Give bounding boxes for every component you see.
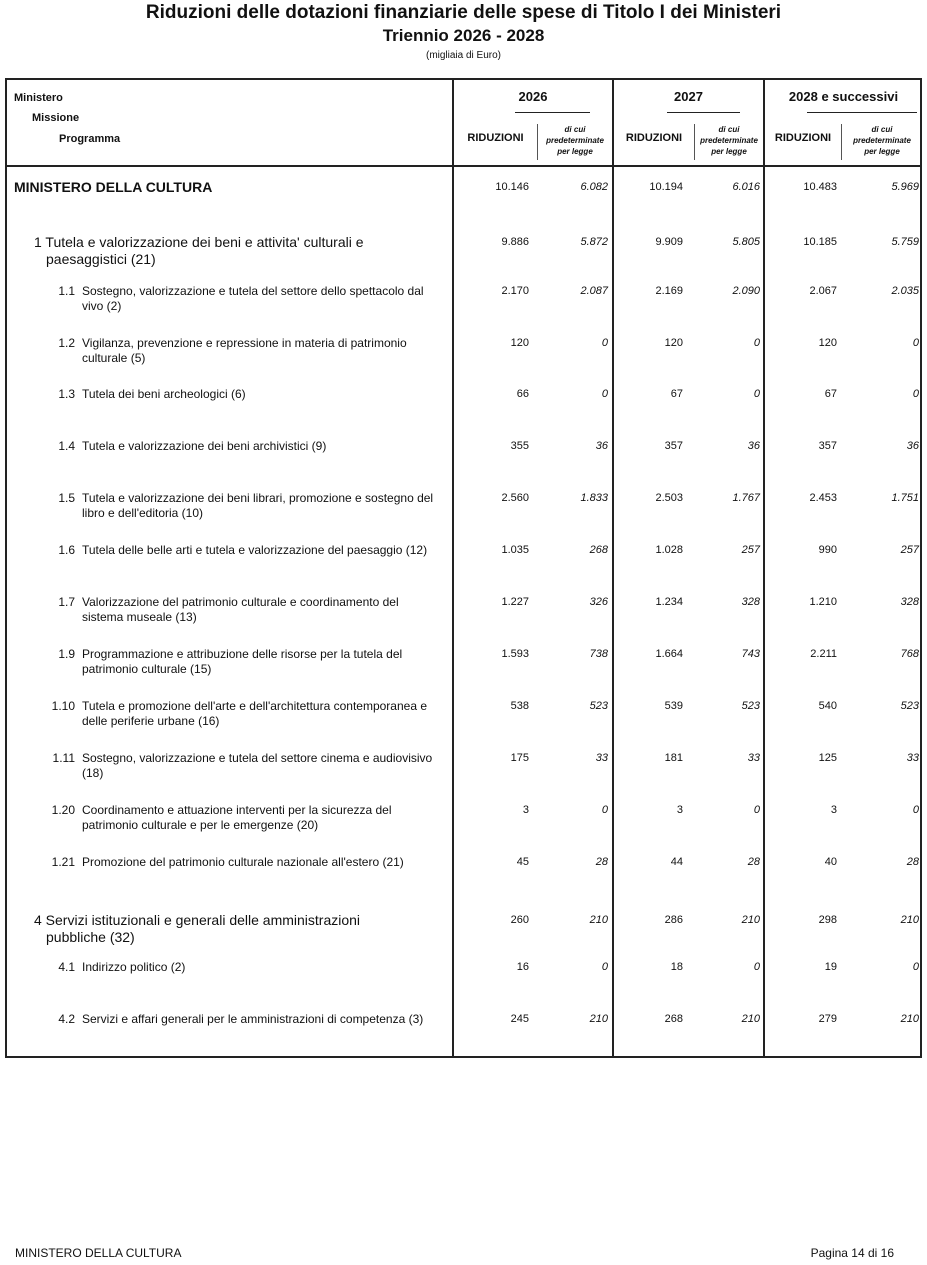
- table-cell: 0: [912, 388, 919, 400]
- table-cell: 10.146: [495, 181, 529, 193]
- dicui-line: predeterminate: [546, 136, 604, 145]
- programma-code: 1.20: [51, 803, 75, 817]
- header-dicui-2028: [842, 124, 922, 157]
- table-cell: 1.751: [891, 492, 919, 504]
- programma-row-label: Promozione del patrimonio culturale nazionale all'estero (21): [82, 855, 404, 869]
- programma-code: 4.1: [58, 960, 75, 974]
- table-cell: 355: [510, 440, 529, 452]
- table-cell: 3: [676, 804, 683, 816]
- year-underline: [515, 112, 590, 113]
- table-cell: 286: [664, 914, 683, 926]
- programma-row-label: Valorizzazione del patrimonio culturale e coordinamento del sistema museale (13): [82, 595, 399, 624]
- table-cell: 0: [753, 804, 760, 816]
- footer-page-number: Pagina 14 di 16: [810, 1246, 894, 1260]
- table-cell: 245: [510, 1013, 529, 1025]
- table-cell: 120: [510, 337, 529, 349]
- dicui-line: per legge: [711, 147, 747, 156]
- header-missione: Missione: [32, 112, 80, 124]
- table-cell: 2.453: [809, 492, 837, 504]
- table-cell: 0: [601, 961, 608, 973]
- table-cell: 181: [664, 752, 683, 764]
- mission-row-label: 1 Tutela e valorizzazione dei beni e attivita' culturali e paesaggistici (21): [34, 234, 364, 267]
- table-cell: 0: [753, 961, 760, 973]
- table-cell: 16: [516, 961, 529, 973]
- programma-row-label: Sostegno, valorizzazione e tutela del settore dello spettacolo dal vivo (2): [82, 284, 424, 313]
- table-cell: 743: [741, 648, 760, 660]
- table-cell: 523: [900, 700, 919, 712]
- programma-code: 4.2: [58, 1012, 75, 1026]
- table-cell: 120: [818, 337, 837, 349]
- table-cell: 5.759: [891, 236, 919, 248]
- table-cell: 0: [601, 804, 608, 816]
- column-divider: [763, 80, 765, 1056]
- programma-code: 1.21: [51, 855, 75, 869]
- table-cell: 326: [589, 596, 608, 608]
- table-cell: 328: [741, 596, 760, 608]
- table-cell: 10.194: [649, 181, 683, 193]
- dicui-line: di cui: [564, 125, 586, 134]
- programma-row-label: Tutela delle belle arti e tutela e valorizzazione del paesaggio (12): [82, 543, 428, 557]
- year-2026: 2026: [518, 89, 548, 104]
- table-cell: 44: [670, 856, 683, 868]
- table-cell: 6.016: [732, 181, 760, 193]
- footer-ministry: MINISTERO DELLA CULTURA: [15, 1246, 182, 1260]
- table-cell: 6.082: [580, 181, 608, 193]
- programma-code: 1.6: [58, 543, 75, 557]
- table-cell: 1.234: [655, 596, 683, 608]
- programma-code: 1.5: [58, 491, 75, 505]
- ministry-row-label: MINISTERO DELLA CULTURA: [14, 179, 213, 195]
- table-cell: 10.483: [803, 181, 837, 193]
- programma-code: 1.11: [52, 751, 75, 765]
- year-underline: [807, 112, 917, 113]
- table-cell: 328: [900, 596, 919, 608]
- table-cell: 67: [824, 388, 837, 400]
- table-cell: 5.872: [580, 236, 608, 248]
- programma-code: 1.9: [58, 647, 75, 661]
- programma-code: 1.10: [51, 699, 75, 713]
- programma-code: 1.1: [58, 284, 75, 298]
- dicui-line: di cui: [871, 125, 893, 134]
- table-cell: 2.067: [809, 285, 837, 297]
- table-cell: 2.503: [655, 492, 683, 504]
- programma-row-label: Vigilanza, prevenzione e repressione in materia di patrimonio culturale (5): [82, 336, 407, 365]
- table-cell: 5.805: [732, 236, 760, 248]
- table-cell: 523: [589, 700, 608, 712]
- header-dicui-2026: [538, 124, 612, 157]
- table-cell: 36: [595, 440, 608, 452]
- table-cell: 2.169: [655, 285, 683, 297]
- table-cell: 1.593: [501, 648, 529, 660]
- table-cell: 28: [747, 856, 760, 868]
- table-cell: 28: [906, 856, 919, 868]
- programma-code: 1.7: [58, 595, 75, 609]
- table-cell: 0: [753, 388, 760, 400]
- column-divider: [452, 80, 454, 1056]
- programma-row-label: Indirizzo politico (2): [82, 960, 186, 974]
- table-cell: 36: [906, 440, 919, 452]
- table-cell: 9.886: [501, 236, 529, 248]
- table-cell: 120: [664, 337, 683, 349]
- header-riduzioni-2028: RIDUZIONI: [774, 132, 832, 144]
- page-title: Riduzioni delle dotazioni finanziarie delle spese di Titolo I dei Ministeri: [145, 2, 782, 23]
- header-programma: Programma: [59, 133, 121, 145]
- table-cell: 33: [747, 752, 760, 764]
- table-cell: 210: [900, 914, 919, 926]
- table-cell: 210: [741, 914, 760, 926]
- table-cell: 10.185: [803, 236, 837, 248]
- programma-row-label: Tutela dei beni archeologici (6): [82, 387, 246, 401]
- table-cell: 1.035: [501, 544, 529, 556]
- dicui-line: predeterminate: [700, 136, 758, 145]
- table-cell: 990: [818, 544, 837, 556]
- table-cell: 357: [818, 440, 837, 452]
- dicui-line: predeterminate: [853, 136, 911, 145]
- table-cell: 538: [510, 700, 529, 712]
- mission-row-label: 4 Servizi istituzionali e generali delle amministrazioni pubbliche (32): [34, 912, 361, 945]
- table-cell: 1.833: [580, 492, 608, 504]
- table-cell: 768: [900, 648, 919, 660]
- header-riduzioni-2027: RIDUZIONI: [625, 132, 683, 144]
- table-cell: 540: [818, 700, 837, 712]
- table-cell: 0: [912, 804, 919, 816]
- programma-row-label: Tutela e valorizzazione dei beni librari, promozione e sostegno del libro e dell'editoria (10): [82, 491, 434, 520]
- table-cell: 28: [595, 856, 608, 868]
- table-cell: 738: [589, 648, 608, 660]
- table-cell: 9.909: [655, 236, 683, 248]
- programma-code: 1.3: [58, 387, 75, 401]
- table-cell: 257: [900, 544, 919, 556]
- column-divider: [612, 80, 614, 1056]
- table-cell: 0: [912, 961, 919, 973]
- table-cell: 66: [516, 388, 529, 400]
- table-cell: 268: [664, 1013, 683, 1025]
- programma-row-label: Tutela e promozione dell'arte e dell'architettura contemporanea e delle periferie urbane (16): [82, 699, 428, 728]
- table-cell: 19: [824, 961, 837, 973]
- table-cell: 125: [818, 752, 837, 764]
- table-cell: 2.090: [732, 285, 760, 297]
- programma-code: 1.2: [58, 336, 75, 350]
- table-cell: 2.170: [501, 285, 529, 297]
- table-cell: 1.664: [655, 648, 683, 660]
- table-cell: 210: [589, 1013, 608, 1025]
- programma-row-label: Tutela e valorizzazione dei beni archivistici (9): [82, 439, 327, 453]
- table-cell: 2.560: [501, 492, 529, 504]
- table-cell: 523: [741, 700, 760, 712]
- programma-row-label: Programmazione e attribuzione delle risorse per la tutela del patrimonio culturale (15): [82, 647, 403, 676]
- table-cell: 1.227: [501, 596, 529, 608]
- header-divider: [7, 165, 920, 167]
- programma-row-label: Servizi e affari generali per le amministrazioni di competenza (3): [82, 1012, 424, 1026]
- dicui-line: di cui: [718, 125, 740, 134]
- header-dicui-2027: [695, 124, 763, 157]
- dicui-line: per legge: [557, 147, 593, 156]
- table-cell: 3: [830, 804, 837, 816]
- table-cell: 175: [510, 752, 529, 764]
- table-cell: 2.211: [810, 648, 837, 660]
- table-cell: 0: [601, 337, 608, 349]
- table-cell: 0: [753, 337, 760, 349]
- table-cell: 0: [912, 337, 919, 349]
- table-cell: 33: [595, 752, 608, 764]
- table-cell: 357: [664, 440, 683, 452]
- programma-row-label: Sostegno, valorizzazione e tutela del settore cinema e audiovisivo (18): [82, 751, 433, 780]
- table-cell: 1.028: [655, 544, 683, 556]
- header-riduzioni-2026: RIDUZIONI: [467, 132, 524, 144]
- programma-row-label: Coordinamento e attuazione interventi per la sicurezza del patrimonio culturale e per le emergenze (20): [82, 803, 392, 832]
- table-cell: 1.767: [732, 492, 760, 504]
- dicui-line: per legge: [864, 147, 900, 156]
- table-cell: 0: [601, 388, 608, 400]
- year-2027: 2027: [674, 89, 703, 104]
- table-cell: 33: [906, 752, 919, 764]
- programma-code: 1.4: [58, 439, 75, 453]
- table-cell: 298: [818, 914, 837, 926]
- table-cell: 2.087: [580, 285, 608, 297]
- table-cell: 257: [741, 544, 760, 556]
- table-cell: 210: [589, 914, 608, 926]
- table-cell: 45: [516, 856, 529, 868]
- table-cell: 5.969: [891, 181, 919, 193]
- table-cell: 1.210: [809, 596, 837, 608]
- year-underline: [667, 112, 740, 113]
- table-cell: 18: [670, 961, 683, 973]
- table-cell: 3: [522, 804, 529, 816]
- table-cell: 40: [824, 856, 837, 868]
- table-cell: 67: [670, 388, 683, 400]
- table-cell: 2.035: [891, 285, 919, 297]
- table-cell: 279: [818, 1013, 837, 1025]
- table-cell: 210: [741, 1013, 760, 1025]
- unit-note: (migliaia di Euro): [425, 50, 502, 61]
- page-subtitle: Triennio 2026 - 2028: [382, 26, 545, 45]
- table-cell: 260: [510, 914, 529, 926]
- header-ministero: Ministero: [14, 92, 63, 104]
- reductions-table: [5, 78, 922, 1058]
- table-cell: 36: [747, 440, 760, 452]
- year-2028: 2028 e successivi: [788, 89, 899, 104]
- table-cell: 539: [664, 700, 683, 712]
- table-cell: 268: [589, 544, 608, 556]
- table-cell: 210: [900, 1013, 919, 1025]
